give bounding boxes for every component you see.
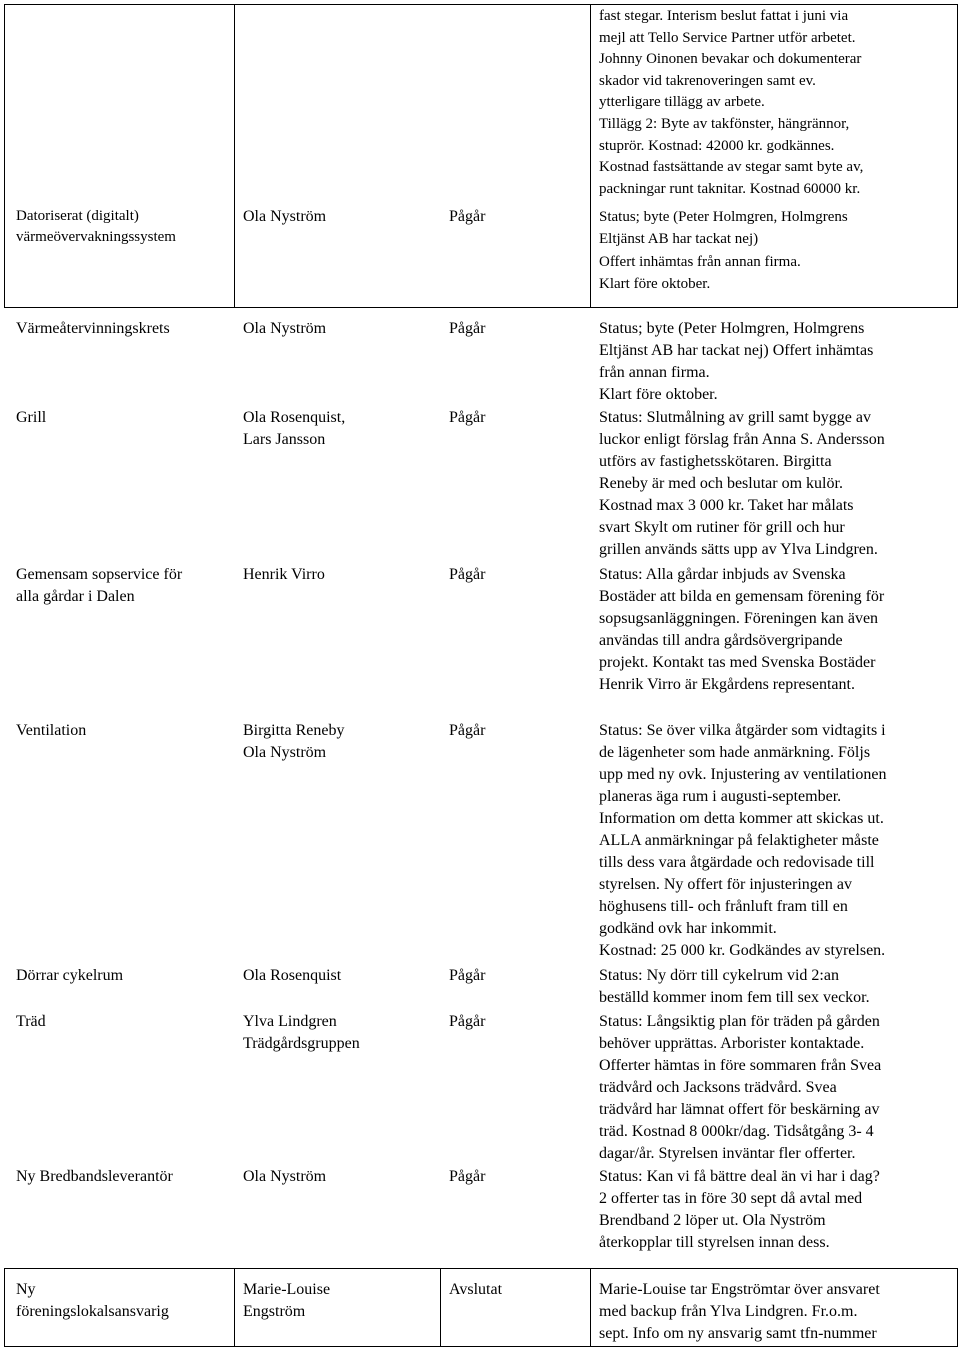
responsible-cell: Ola Nyström <box>243 208 327 225</box>
table-border-bottom <box>4 1346 958 1347</box>
responsible-cell: Ylva Lindgren Trädgårdsgruppen <box>243 1013 360 1052</box>
table-border-col4-lastrow <box>590 1268 591 1347</box>
note-cell: Status: Långsiktig plan för träden på gården behöver upprättas. Arborister kontaktade. Offerter hämtas in före sommaren från Svea trädvård och Jacksons trädvård. Svea trädvård har lämnat offert för beskärning av träd. Kostnad 8 000kr/dag. Tidsåtgång 3- 4 dagar/år. Styrelsen inväntar fler offerter. <box>599 1013 882 1162</box>
status-cell: Pågår <box>449 967 486 984</box>
table-border-right-row1 <box>957 4 958 308</box>
task-cell: Ny Bredbandsleverantör <box>16 1168 173 1185</box>
responsible-cell: Ola Rosenquist <box>243 967 342 984</box>
task-cell: Gemensam sopservice för alla gårdar i Dalen <box>16 566 183 605</box>
table-border-col4-row1 <box>590 4 591 308</box>
table-border-lastrow-top <box>4 1268 958 1269</box>
note-cell: Status: Kan vi få bättre deal än vi har i dag? 2 offerter tas in före 30 sept då avtal med Brendband 2 löper ut. Ola Nyström återkopplar till styrelsen innan dess. <box>599 1168 880 1251</box>
responsible-cell: Marie-Louise Engström <box>243 1281 331 1320</box>
note-cell: Status; byte (Peter Holmgren, Holmgrens Eltjänst AB har tackat nej) Offert inhämtas från annan firma. Klart före oktober. <box>599 209 848 292</box>
task-cell: Grill <box>16 409 47 426</box>
note-cell: Marie-Louise tar Engströmtar över ansvaret med backup från Ylva Lindgren. Fr.o.m. sept. Info om ny ansvarig samt tfn-nummer <box>599 1281 880 1342</box>
task-cell: Ventilation <box>16 722 87 739</box>
table-border-col3-lastrow <box>440 1268 441 1347</box>
task-cell: Ny föreningslokalsansvarig <box>16 1281 169 1320</box>
task-cell: Datoriserat (digitalt) värmeövervakningssystem <box>16 208 176 246</box>
table-border-col2-lastrow <box>234 1268 235 1347</box>
table-border-col2-row1 <box>234 4 235 308</box>
status-cell: Pågår <box>449 1168 486 1185</box>
responsible-cell: Henrik Virro <box>243 566 325 583</box>
note-cell: Status: Slutmålning av grill samt bygge av luckor enligt förslag från Anna S. Andersson utförs av fastighetsskötaren. Birgitta Reneby är med och beslutar om kulör. Kostnad max 3 000 kr. Taket har målats svart Skylt om rutiner för grill och hur grillen används sätts upp av Ylva Lindgren. <box>599 409 885 558</box>
table-border-left-lastrow <box>4 1268 5 1347</box>
status-cell: Pågår <box>449 409 486 426</box>
status-cell: Pågår <box>449 208 486 225</box>
status-cell: Pågår <box>449 566 486 583</box>
note-cell: Status: Ny dörr till cykelrum vid 2:an beställd kommer inom fem till sex veckor. <box>599 967 870 1006</box>
status-cell: Pågår <box>449 1013 486 1030</box>
responsible-cell: Ola Rosenquist, Lars Jansson <box>243 409 346 448</box>
responsible-cell: Ola Nyström <box>243 320 327 337</box>
task-cell: Träd <box>16 1013 46 1030</box>
responsible-cell: Birgitta Reneby Ola Nyström <box>243 722 345 761</box>
note-cell: Status: Se över vilka åtgärder som vidtagits i de lägenheter som hade anmärkning. Följs upp med ny ovk. Injustering av ventilationen planeras äga rum i augusti-september. Information om detta kommer att skickas ut. ALLA anmärkningar på felaktigheter måste tills dess vara åtgärdade och redovisade till styrelsen. Ny offert för injusteringen av höghusens till- och frånluft fram till en godkänd ovk har inkommit. Kostnad: 25 000 kr. Godkändes av styrelsen. <box>599 722 887 959</box>
table-border-left-row1 <box>4 4 5 308</box>
table-border-top <box>4 4 958 5</box>
note-continuation: fast stegar. Interism beslut fattat i juni via mejl att Tello Service Partner utför arbetet. Johnny Oinonen bevakar och dokumenterar skador vid takrenoveringen samt ev. ytterligare tillägg av arbete. Tillägg 2: Byte av takfönster, hängrännor, stuprör. Kostnad: 42000 kr. godkännes. Kostnad fastsättande av stegar samt byte av, packningar runt taknitar. Kostnad 60000 kr. <box>599 8 864 197</box>
status-cell: Pågår <box>449 320 486 337</box>
responsible-cell: Ola Nyström <box>243 1168 327 1185</box>
table-border-row1-bottom <box>4 307 958 308</box>
status-cell: Pågår <box>449 722 486 739</box>
note-cell: Status; byte (Peter Holmgren, Holmgrens Eltjänst AB har tackat nej) Offert inhämtas från annan firma. Klart före oktober. <box>599 320 874 403</box>
task-cell: Värmeåtervinningskrets <box>16 320 170 337</box>
note-cell: Status: Alla gårdar inbjuds av Svenska Bostäder att bilda en gemensam förening för sopsugsanläggningen. Föreningen kan även användas till andra gårdsövergripande projekt. Kontakt tas med Svenska Bostäder Henrik Virro är Ekgårdens representant. <box>599 566 885 693</box>
task-cell: Dörrar cykelrum <box>16 967 124 984</box>
table-border-right-lastrow <box>957 1268 958 1347</box>
status-cell: Avslutat <box>449 1281 503 1298</box>
